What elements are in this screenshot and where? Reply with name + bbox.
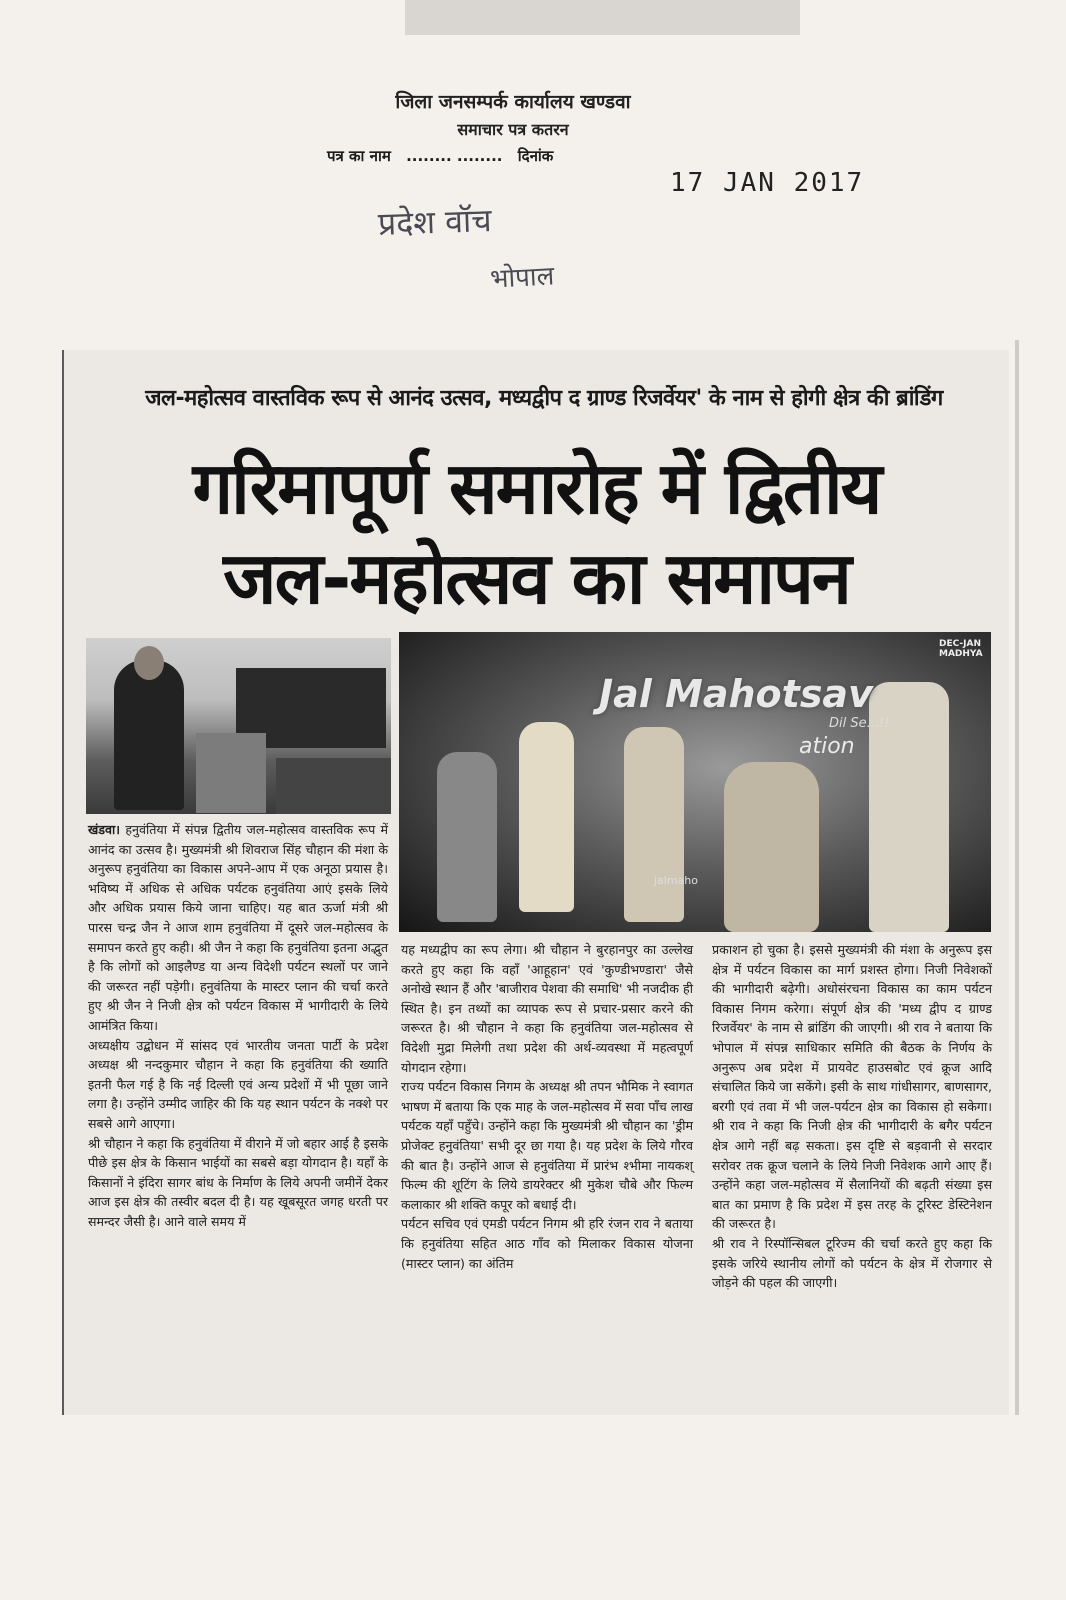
paragraph: श्री राव ने रिस्पॉन्सिबल टूरिज्म की चर्चा करते हुए कहा कि इसके जरिये स्थानीय लोगों को पर्यटन के क्षेत्र में रोजगार से जोड़ने की पहल की जाएगी। — [712, 1235, 992, 1291]
event-logo-line-2: MADHYA — [939, 648, 983, 659]
paragraph-text: हनुवंतिया में संपन्न द्वितीय जल-महोत्सव वास्तविक रूप में आनंद का उत्सव है। मुख्यमंत्री श्री शिवराज सिंह चौहान की मंशा के अनुरूप हनुवंतिया का विकास अपने-आप में एक अनूठा प्रयास है। भविष्य में अधिक से अधिक पर्यटक हनुवंतिया आएं इसके लिये और अधिक प्रयास किये जाना चाहिए। यह बात ऊर्जा मंत्री श्री पारस चन्द्र जैन ने आज शाम हनुवंतिया में दूसरे जल-महोत्सव के समापन करते हुए कही। श्री जैन ने कहा कि हनुवंतिया इतना अद्भुत है कि लोगों को आइलैण्ड या अन्य विदेशी पर्यटन स्थलों पर जाने की जरूरत नहीं पड़ेगी। हनुवंतिया के मास्टर प्लान की चर्चा करते हुए श्री जैन ने निजी क्षेत्र को पर्यटन विकास में भागीदारी के लिये आमंत्रित किया। — [88, 822, 388, 1033]
headline-line-1: गरिमापूर्ण समारोह में द्वितीय — [192, 446, 881, 530]
backdrop-side-text: jalmaho — [654, 874, 699, 887]
event-logo-line-1: DEC-JAN — [939, 639, 982, 649]
performer-figure — [724, 762, 819, 932]
headline-line-2: जल-महोत्सव का समापन — [223, 536, 850, 620]
event-logo — [939, 640, 983, 660]
date-stamp: 17 JAN 2017 — [670, 168, 865, 198]
performer-figure — [519, 722, 574, 912]
handwritten-city: भोपाल — [489, 261, 556, 295]
stamp-paper-row — [327, 146, 563, 166]
paragraph: श्री चौहान ने कहा कि हनुवंतिया में वीराने में जो बहार आई है इसके पीछे इस क्षेत्र के किसान भाईयों का सबसे बड़ा योगदान है। यहाँ के किसानों ने इंदिरा सागर बांध के निर्माण के लिये अपनी जमीनें देकर आज इस क्षेत्र की तस्वीर बदल दी है। यह खूबसूरत जगह धरती पर समन्दर जैसी है। आने वाले समय में — [88, 1135, 388, 1229]
stamp-subtitle: समाचार पत्र कतरन — [457, 120, 569, 139]
audience-row — [276, 758, 391, 814]
stamp-office-name: जिला जनसम्पर्क कार्यालय खण्डवा — [395, 91, 631, 113]
performer-figure — [437, 752, 497, 922]
article-column-3 — [712, 940, 992, 1293]
date-label: दिनांक — [517, 147, 554, 165]
backdrop-title: Jal Mahotsav — [599, 672, 873, 716]
paragraph: अध्यक्षीय उद्बोधन में सांसद एवं भारतीय जनता पार्टी के प्रदेश अध्यक्ष श्री नन्दकुमार चौहान ने कहा कि हनुवंतिया की ख्याति इतनी फैल गई है कि नई दिल्ली एवं अन्य प्रदेशों में भी पूछा जाने लगा है। उन्होंने उम्मीद जाहिर की कि यह स्थान पर्यटन के नक्शे पर सबसे आगे आएगा। — [88, 1037, 388, 1131]
scanner-top-strip — [405, 0, 800, 35]
clipping-shadow — [1015, 340, 1019, 1415]
paragraph: राज्य पर्यटन विकास निगम के अध्यक्ष श्री तपन भौमिक ने स्वागत भाषण में बताया कि एक माह के जल-महोत्सव में सवा पाँच लाख पर्यटक यहाँ पहुँचे। उन्होंने कहा कि मुख्यमंत्री श्री चौहान का 'ड्रीम प्रोजेक्ट हनुवंतिया' सभी दूर छा गया है। यह प्रदेश के लिये गौरव की बात है। उन्होंने आज से हनुवंतिया में प्रारंभ श्भीमा नायकश् फिल्म की शूटिंग के लिये डायरेक्टर श्री मुकेश चौबे और फिल्म कलाकार श्री शक्ति कपूर को बधाई दी। — [401, 1079, 693, 1212]
paragraph: प्रकाशन हो चुका है। इससे मुख्यमंत्री की मंशा के अनुरूप इस क्षेत्र में पर्यटन विकास का मार्ग प्रशस्त होगा। निजी निवेशकों की भागीदारी बढ़ेगी। अधोसंरचना विकास का काम पर्यटन विकास निगम करेगा। संपूर्ण क्षेत्र की 'मध्य द्वीप द ग्राण्ड रिजर्वेयर' के नाम से ब्रांडिंग की जाएगी। श्री राव ने बताया कि भोपाल में संपन्न साधिकार समिति की बैठक के निर्णय के अनुरूप अब प्रदेश में प्रायवेट हाउसबोट एवं क्रूज आदि संचालित किये जा सकेंगे। इसी के साथ गांधीसागर, बाणसागर, बरगी एवं तवा में भी जल-पर्यटन क्षेत्र का विकास हो सकेगा। श्री राव ने कहा कि निजी क्षेत्र की भागीदारी के बगैर पर्यटन क्षेत्र आगे नहीं बढ़ सकता। इस दृष्टि से बड़वानी से सरदार सरोवर तक क्रूज चलाने के लिये निजी निवेशक आगे आए हैं। उन्होंने कहा जल-महोत्सव में सैलानियों की बढ़ती संख्या इस बात का प्रमाण है कि प्रदेश में इस तरह के टूरिस्ट डेस्टिनेशन की जरूरत है। — [712, 942, 992, 1232]
dateline: खंडवा। — [88, 822, 121, 837]
photo-speaker-at-podium — [86, 638, 391, 814]
backdrop-subtitle: ation — [799, 734, 855, 759]
paragraph: पर्यटन सचिव एवं एमडी पर्यटन निगम श्री हरि रंजन राव ने बताया कि हनुवंतिया सहित आठ गाँव को मिलाकर विकास योजना (मास्टर प्लान) का अंतिम — [401, 1216, 693, 1271]
article-column-1 — [88, 820, 388, 1231]
speaker-head — [134, 646, 164, 680]
performer-figure — [624, 727, 684, 922]
paragraph — [88, 820, 388, 1036]
podium — [196, 733, 266, 813]
paper-name-dots: ........ ........ — [406, 147, 503, 165]
paper-name-label: पत्र का नाम — [327, 147, 391, 165]
handwritten-newspaper-name: प्रदेश वॉच — [377, 201, 493, 243]
newspaper-clipping — [62, 350, 1009, 1415]
backdrop-tagline: Dil Se...!! — [829, 716, 890, 731]
article-kicker: जल-महोत्सव वास्तविक रूप से आनंद उत्सव, मध्यद्वीप द ग्राण्ड रिजर्वेयर' के नाम से होगी क्षेत्र की ब्रांडिंग — [145, 386, 943, 411]
photo-stage-performance — [399, 632, 991, 932]
speaker-figure — [114, 660, 184, 810]
paragraph: यह मध्यद्वीप का रूप लेगा। श्री चौहान ने बुरहानपुर का उल्लेख करते हुए कहा कि वहाँ 'आहूहान' एवं 'कुण्डीभण्डारा' जैसे अनोखे स्थान हैं और 'बाजीराव पेशवा की समाधि' भी नजदीक ही स्थित है। इन तथ्यों का व्यापक रूप से प्रचार-प्रसार करने की जरूरत है। श्री चौहान ने कहा कि हनुवंतिया जल-महोत्सव से विदेशी मुद्रा मिलेगी तथा प्रदेश की अर्थ-व्यवस्था में महत्वपूर्ण योगदान रहेगा। — [401, 942, 693, 1075]
article-column-2 — [401, 940, 693, 1273]
